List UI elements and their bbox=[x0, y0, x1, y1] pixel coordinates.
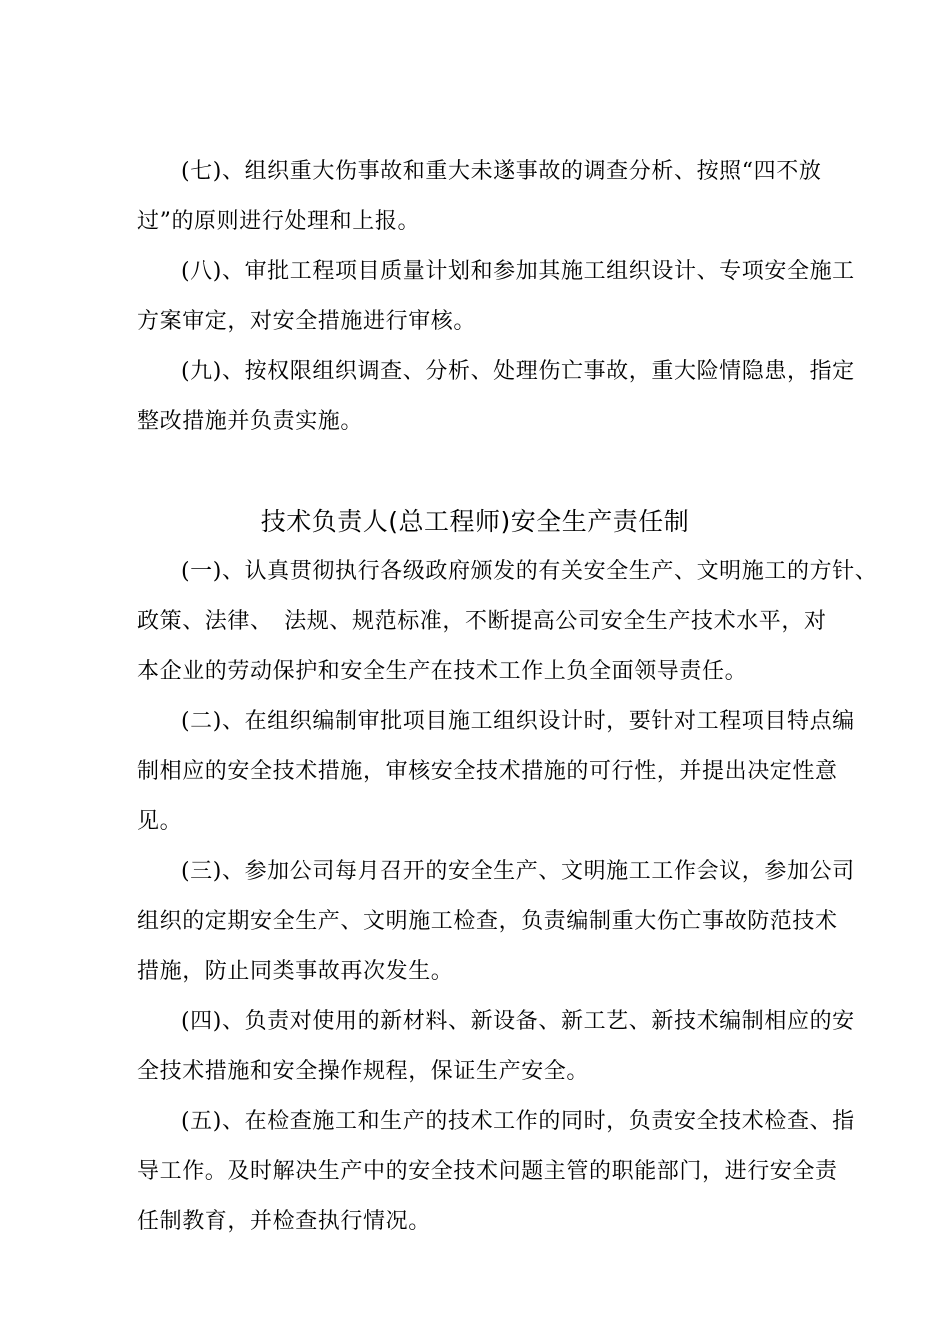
paragraph-line: 见。 bbox=[137, 809, 183, 834]
paragraph-line: 任制教育，并检查执行情况。 bbox=[137, 1209, 431, 1234]
paragraph-line: (八)、审批工程项目质量计划和参加其施工组织设计、专项安全施工 bbox=[181, 259, 855, 284]
paragraph-line: 组织的定期安全生产、文明施工检查，负责编制重大伤亡事故防范技术 bbox=[137, 909, 838, 934]
paragraph-line: 过”的原则进行处理和上报。 bbox=[137, 209, 421, 234]
paragraph-line: 制相应的安全技术措施，审核安全技术措施的可行性，并提出决定性意 bbox=[137, 759, 838, 784]
paragraph-line: (九)、按权限组织调查、分析、处理伤亡事故，重大险情隐患，指定 bbox=[181, 359, 855, 384]
paragraph-line: (七)、组织重大伤事故和重大未遂事故的调查分析、按照“四不放 bbox=[181, 159, 822, 184]
paragraph-line: (五)、在检查施工和生产的技术工作的同时，负责安全技术检查、指 bbox=[181, 1109, 855, 1134]
paragraph-line: (四)、负责对使用的新材料、新设备、新工艺、新技术编制相应的安 bbox=[181, 1009, 855, 1034]
paragraph-line: 方案审定，对安全措施进行审核。 bbox=[137, 309, 477, 334]
paragraph-line: (二)、在组织编制审批项目施工组织设计时，要针对工程项目特点编 bbox=[181, 709, 855, 734]
paragraph-line: 全技术措施和安全操作规程，保证生产安全。 bbox=[137, 1059, 590, 1084]
paragraph-line: (三)、参加公司每月召开的安全生产、文明施工工作会议，参加公司 bbox=[181, 859, 855, 884]
section-title: 技术负责人(总工程师)安全生产责任制 bbox=[260, 507, 690, 536]
paragraph-line: 政策、法律、 法规、规范标准，不断提高公司安全生产技术水平，对 bbox=[137, 609, 827, 634]
paragraph-line: 导工作。及时解决生产中的安全技术问题主管的职能部门，进行安全责 bbox=[137, 1159, 838, 1184]
paragraph-line: 措施，防止同类事故再次发生。 bbox=[137, 959, 454, 984]
paragraph-line: 整改措施并负责实施。 bbox=[137, 409, 364, 434]
paragraph-line: 本企业的劳动保护和安全生产在技术工作上负全面领导责任。 bbox=[137, 659, 748, 684]
paragraph-line: (一)、认真贯彻执行各级政府颁发的有关安全生产、文明施工的方针、 bbox=[181, 559, 878, 584]
